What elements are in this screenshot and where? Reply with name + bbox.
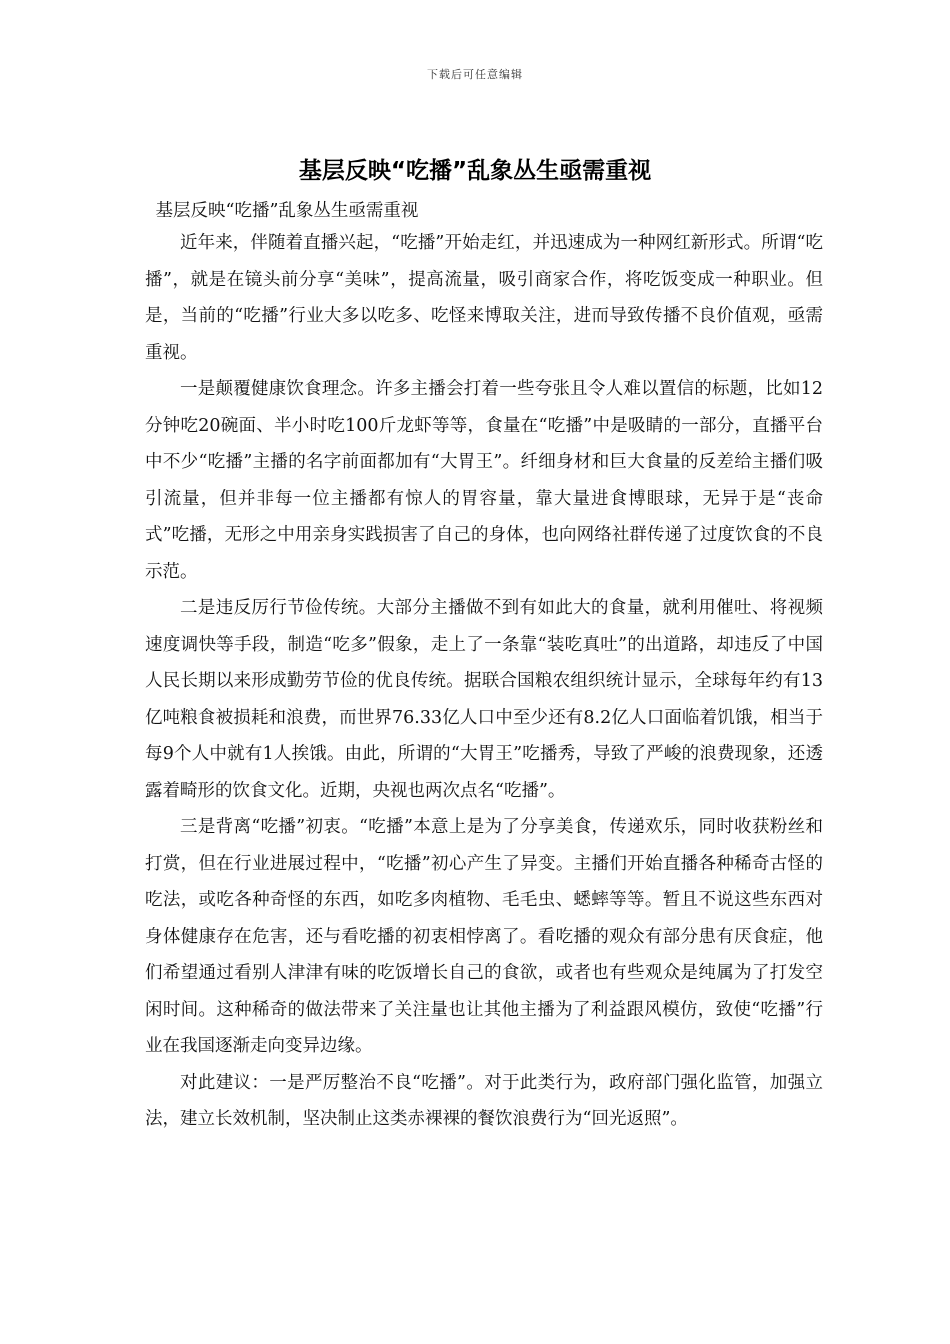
header-note: 下载后可任意编辑 — [427, 68, 523, 81]
document-title: 基层反映“吃播”乱象丛生亟需重视 — [298, 158, 652, 184]
paragraph-intro: 近年来，伴随着直播兴起，“吃播”开始走红，并迅速成为一种网红新形式。所谓“吃播”，就是在镜头前分享“美味”，提高流量，吸引商家合作，将吃饭变成一种职业。但是，当前的“吃播”行业大多以吃多、吃怪来博取关注，进而导致传播不良价值观，亟需重视。 — [145, 233, 823, 363]
document-body — [145, 197, 823, 1138]
document-subtitle: 基层反映“吃播”乱象丛生亟需重视 — [155, 201, 419, 221]
paragraph-point-two: 二是违反厉行节俭传统。大部分主播做不到有如此大的食量，就利用催吐、将视频速度调快等手段，制造“吃多”假象，走上了一条靠“装吃真吐”的出道路，却违反了中国人民长期以来形成勤劳节俭的优良传统。据联合国粮农组织统计显示，全球每年约有13亿吨粮食被损耗和浪费，而世界76.33亿人口中至少还有8.2亿人口面临着饥饿，相当于每9个人中就有1人挨饿。由此，所谓的“大胃王”吃播秀，导致了严峻的浪费现象，还透露着畸形的饮食文化。近期，央视也两次点名“吃播”。 — [145, 598, 823, 801]
paragraph-suggestion: 对此建议：一是严厉整治不良“吃播”。对于此类行为，政府部门强化监管，加强立法，建立长效机制，坚决制止这类赤裸裸的餐饮浪费行为“回光返照”。 — [145, 1072, 823, 1129]
paragraph-point-one: 一是颠覆健康饮食理念。许多主播会打着一些夸张且令人难以置信的标题，比如12分钟吃20碗面、半小时吃100斤龙虾等等，食量在“吃播”中是吸睛的一部分，直播平台中不少“吃播”主播的名字前面都加有“大胃王”。纤细身材和巨大食量的反差给主播们吸引流量，但并非每一位主播都有惊人的胃容量，靠大量进食博眼球，无异于是“丧命式”吃播，无形之中用亲身实践损害了自己的身体，也向网络社群传递了过度饮食的不良示范。 — [145, 379, 823, 582]
paragraph-point-three: 三是背离“吃播”初衷。“吃播”本意上是为了分享美食，传递欢乐，同时收获粉丝和打赏，但在行业进展过程中，“吃播”初心产生了异变。主播们开始直播各种稀奇古怪的吃法，或吃各种奇怪的东西，如吃多肉植物、毛毛虫、蟋蟀等等。暂且不说这些东西对身体健康存在危害，还与看吃播的初衷相悖离了。看吃播的观众有部分患有厌食症，他们希望通过看别人津津有味的吃饭增长自己的食欲，或者也有些观众是纯属为了打发空闲时间。这种稀奇的做法带来了关注量也让其他主播为了利益跟风模仿，致使“吃播”行业在我国逐渐走向变异边缘。 — [145, 817, 823, 1056]
